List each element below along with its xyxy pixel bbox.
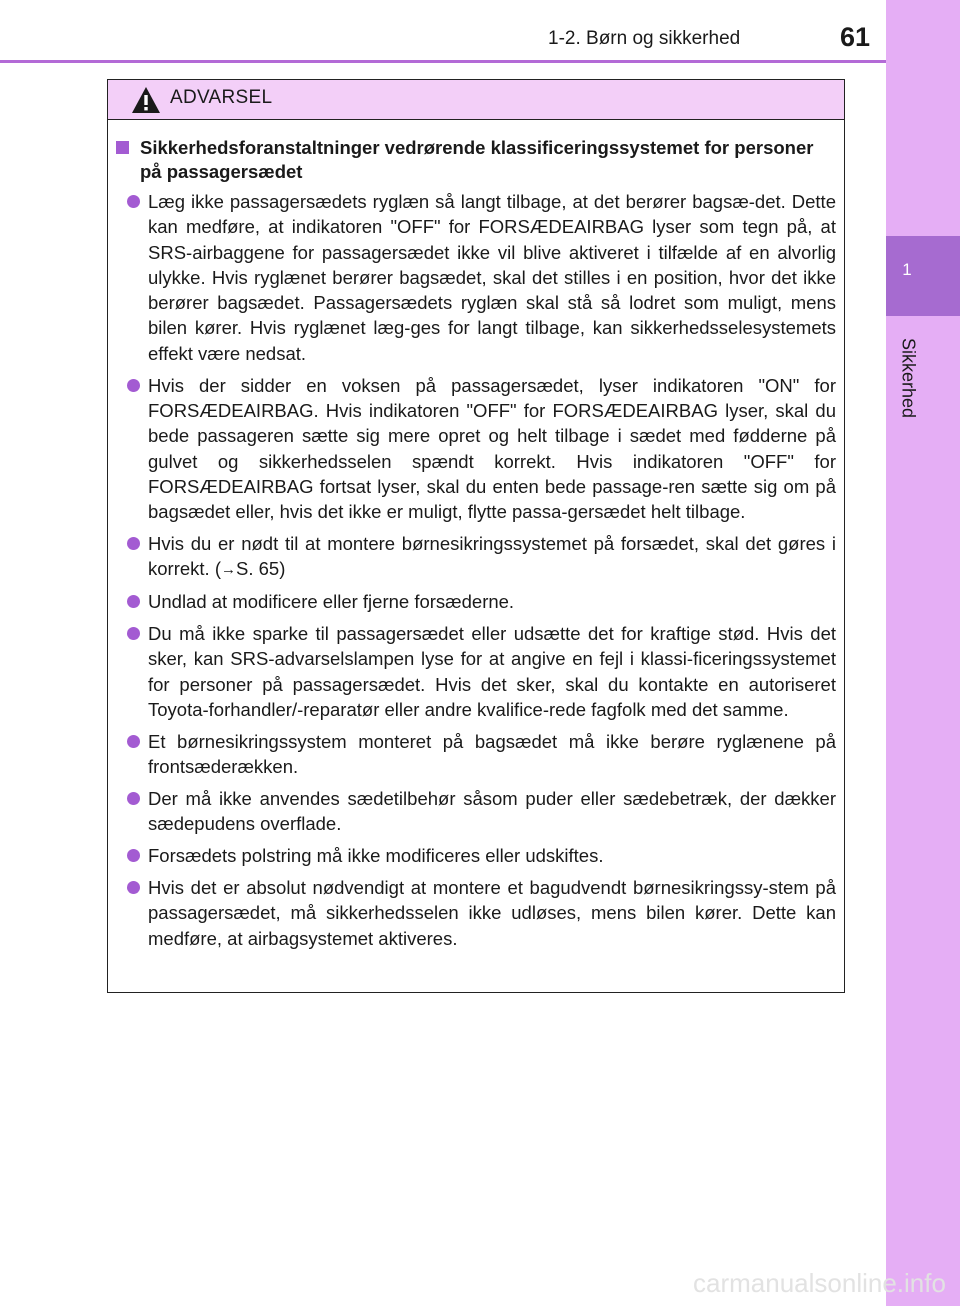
bullet-item: Hvis du er nødt til at montere børnesikringssystemet på forsædet, skal det gøres i korrekt. (→S. 65) <box>114 531 836 583</box>
page-number: 61 <box>840 22 871 52</box>
warning-content <box>108 120 844 951</box>
square-bullet-icon <box>116 141 129 154</box>
round-bullet-icon <box>127 627 140 640</box>
bullet-item <box>114 621 836 722</box>
bullet-item <box>114 189 836 366</box>
chapter-number-block <box>886 236 960 316</box>
bullet-text: Undlad at modificere eller fjerne forsæderne. <box>148 591 515 613</box>
bullet-text: Hvis du er nødt til at montere børnesikringssystemet på forsædet, skal det gøres i korrekt. <box>148 533 836 580</box>
bullet-text: Forsædets polstring må ikke modificeres eller udskiftes. <box>148 845 604 867</box>
bullet-text: Der må ikke anvendes sædetilbehør såsom puder eller sædebetræk, der dækker sædepudens overflade. <box>148 788 836 835</box>
bullet-item <box>114 589 836 614</box>
bullet-item <box>114 373 836 525</box>
watermark: carmanualsonline.info <box>693 1268 946 1298</box>
warning-heading <box>114 136 836 184</box>
bullet-item <box>114 729 836 780</box>
chapter-label: Sikkerhed <box>898 337 919 419</box>
bullet-text: Du må ikke sparke til passagersædet eller udsætte det for kraftige stød. Hvis det sker, kan SRS-advarselslampen lyse for at angive en fejl i klassi-ficeringssystemet for personer på passagersædet. Hvis det sker, skal du kontakte en autoriseret Toyota-forhandler/-reparatør eller andre kvalifice-rede fagfolk med det samme. <box>148 623 836 721</box>
arrow-right-icon: → <box>221 561 236 579</box>
warning-triangle-icon <box>131 86 161 114</box>
page-reference-link[interactable]: S. 65 <box>236 558 280 580</box>
round-bullet-icon <box>127 881 140 894</box>
round-bullet-icon <box>127 735 140 748</box>
warning-title: ADVARSEL <box>170 87 273 108</box>
round-bullet-icon <box>127 379 140 392</box>
header-divider <box>0 60 886 63</box>
warning-header <box>108 80 844 120</box>
bullet-item <box>114 843 836 868</box>
round-bullet-icon <box>127 849 140 862</box>
round-bullet-icon <box>127 792 140 805</box>
round-bullet-icon <box>127 537 140 550</box>
section-title: 1-2. Børn og sikkerhed <box>548 28 741 49</box>
bullet-text: Et børnesikringssystem monteret på bagsædet må ikke berøre ryglænene på frontsæderækken. <box>148 730 836 778</box>
warning-box <box>107 79 845 993</box>
bullet-item <box>114 875 836 951</box>
bullet-text: Hvis der sidder en voksen på passagersædet, lyser indikatoren "ON" for FORSÆDEAIRBAG. Hvis indikatoren "OFF" for FORSÆDEAIRBAG lyser, skal du bede passageren sætte sig mere opret og helt tilbage i sædet med fødderne på gulvet og sikkerhedsselen spændt korrekt. Hvis indikatoren "OFF" for FORSÆDEAIRBAG fortsat lyser, skal du enten bede passage-ren sætte sig om på bagsædet eller, hvis det ikke er muligt, flytte passa-gersædet helt tilbage. <box>148 374 836 523</box>
bullet-text: Læg ikke passagersædets ryglæn så langt tilbage, at det berører bagsæ-det. Dette kan medføre, at indikatoren "OFF" for FORSÆDEAIRBAG lyser som tegn på, at SRS-airbaggene for passagersædet ikke vil blive aktiveret i tilfælde af en alvorlig ulykke. Hvis ryglænet berører bagsædet, skal det stilles i en position, hvor det ikke berører bagsædet. Passagersædets ryglæn skal stå så lodret som muligt, mens bilen kører. Hvis ryglænet læg-ges for langt tilbage, kan sikkerhedsselesystemets effekt være nedsat. <box>148 191 836 364</box>
chapter-number: 1 <box>902 260 912 279</box>
bullet-item <box>114 786 836 837</box>
round-bullet-icon <box>127 195 140 208</box>
round-bullet-icon <box>127 595 140 608</box>
bullet-text: Hvis det er absolut nødvendigt at montere et bagudvendt børnesikringssy-stem på passagersædet, må sikkerhedsselen ikke udløses, mens bilen kører. Dette kan medføre, at airbagsystemet aktiveres. <box>148 877 836 949</box>
warning-heading-text: Sikkerhedsforanstaltninger vedrørende klassificeringssystemet for personer på passagersædet <box>140 137 814 182</box>
chapter-side-tab <box>886 0 960 1306</box>
